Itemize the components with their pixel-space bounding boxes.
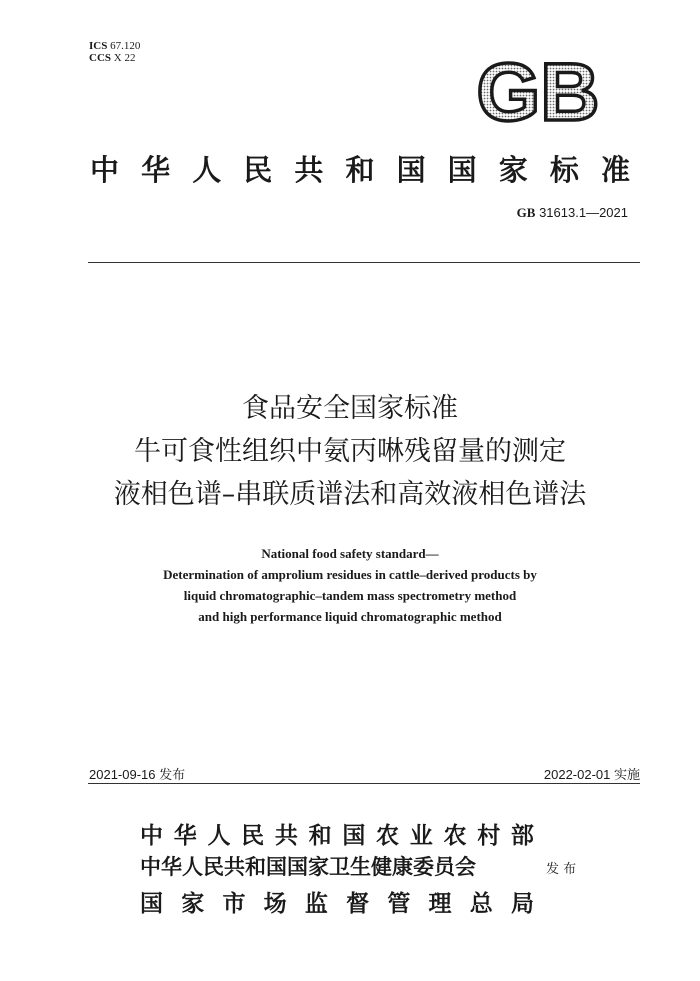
issuer-line1-char: 国 [342, 822, 366, 849]
national-standard-char: 民 [243, 153, 273, 187]
national-standard-char: 家 [498, 153, 528, 187]
issuer-line3-char: 理 [428, 890, 452, 917]
issuer-line1-char: 农 [376, 822, 400, 849]
national-standard-char: 准 [600, 153, 630, 187]
issuer-line1-char: 部 [510, 822, 534, 849]
footer-divider [88, 783, 640, 784]
gb-logo [468, 58, 608, 128]
issuer-line3-char: 监 [304, 890, 328, 917]
national-standard-char: 华 [141, 153, 171, 187]
issuer-line1-char: 民 [241, 822, 265, 849]
national-standard-char: 国 [396, 153, 426, 187]
national-standard-char: 人 [192, 153, 222, 187]
national-standard-char: 和 [345, 153, 375, 187]
issuer-ministry-agriculture [140, 817, 534, 850]
issuer-line3-char: 市 [222, 890, 246, 917]
english-title [0, 543, 700, 627]
issuer-line3-char: 场 [263, 890, 287, 917]
issuer-line1-char: 业 [409, 822, 433, 849]
title-en-line-3: liquid chromatographic–tandem mass spectrometry method [183, 588, 517, 603]
issuer-line3-char: 管 [387, 890, 411, 917]
national-standard-heading [90, 148, 630, 189]
issuer-line3-char: 家 [181, 890, 205, 917]
national-standard-char: 中 [90, 153, 120, 187]
issuer-line1-char: 华 [173, 822, 197, 849]
issuer-line3-char: 总 [469, 890, 493, 917]
classification-codes [89, 40, 140, 64]
issue-date: 2021-09-16 发布 [89, 767, 186, 782]
issuer-line3-char: 国 [140, 890, 163, 917]
issuer-line1-char: 和 [308, 822, 332, 849]
national-standard-char: 标 [549, 153, 579, 187]
issuer-line3-char: 局 [510, 890, 534, 917]
publish-label: 发 布 [546, 862, 577, 877]
standard-number: GB 31613.1—2021 [516, 205, 628, 220]
issuer-market-regulation [140, 885, 534, 918]
title-en-line-1: National food safety standard— [261, 546, 439, 561]
header-divider [88, 262, 640, 263]
chinese-title [0, 387, 700, 516]
issuer-line3-char: 督 [346, 890, 370, 917]
title-en-line-2: Determination of amprolium residues in cattle–derived products by [163, 567, 537, 582]
national-standard-char: 国 [447, 153, 477, 187]
issuer-health-commission: 中华人民共和国国家卫生健康委员会 [140, 854, 476, 879]
title-en-line-4: and high performance liquid chromatographic method [198, 609, 502, 624]
issuer-line1-char: 共 [274, 822, 298, 849]
ics-code: ICS 67.120 [89, 40, 141, 52]
issuer-line1-char: 中 [140, 822, 163, 849]
title-zh-line-2: 牛可食性组织中氨丙啉残留量的测定 [134, 436, 566, 467]
title-zh-line-3: 液相色谱–串联质谱法和高效液相色谱法 [113, 479, 587, 510]
issuer-line1-char: 村 [477, 822, 501, 849]
issuer-line1-char: 农 [443, 822, 467, 849]
issuer-line1-char: 人 [207, 822, 231, 849]
national-standard-char: 共 [294, 153, 324, 187]
ccs-code: CCS X 22 [89, 52, 136, 64]
title-zh-line-1: 食品安全国家标准 [242, 393, 458, 424]
implementation-date: 2022-02-01 实施 [543, 767, 640, 782]
gb-logo-text: GB [476, 58, 600, 128]
